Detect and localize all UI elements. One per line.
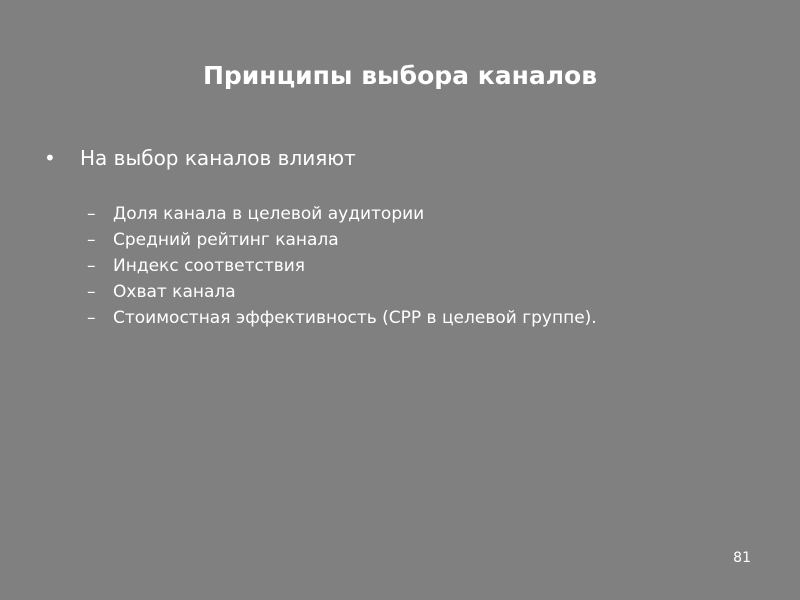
- dash-marker: –: [87, 204, 96, 224]
- sub-bullet-list: [87, 201, 597, 331]
- dash-marker: –: [87, 230, 96, 250]
- sub-bullet-item: [87, 201, 597, 227]
- sub-bullet-text: Индекс соответствия: [113, 256, 306, 276]
- sub-bullet-text: Стоимостная эффективность (CPP в целевой группе).: [113, 308, 597, 328]
- dash-marker: –: [87, 256, 96, 276]
- dash-marker: –: [87, 282, 96, 302]
- bullet-marker: •: [44, 146, 56, 170]
- bullet-item: [44, 143, 356, 173]
- page-number: 81: [733, 550, 751, 566]
- sub-bullet-text: Доля канала в целевой аудитории: [113, 204, 425, 224]
- sub-bullet-text: Средний рейтинг канала: [113, 230, 339, 250]
- dash-marker: –: [87, 308, 96, 328]
- sub-bullet-item: [87, 227, 597, 253]
- bullet-text: На выбор каналов влияют: [80, 146, 356, 170]
- sub-bullet-text: Охват канала: [113, 282, 236, 302]
- sub-bullet-item: [87, 305, 597, 331]
- sub-bullet-item: [87, 279, 597, 305]
- slide-title: Принципы выбора каналов: [202, 61, 598, 90]
- sub-bullet-item: [87, 253, 597, 279]
